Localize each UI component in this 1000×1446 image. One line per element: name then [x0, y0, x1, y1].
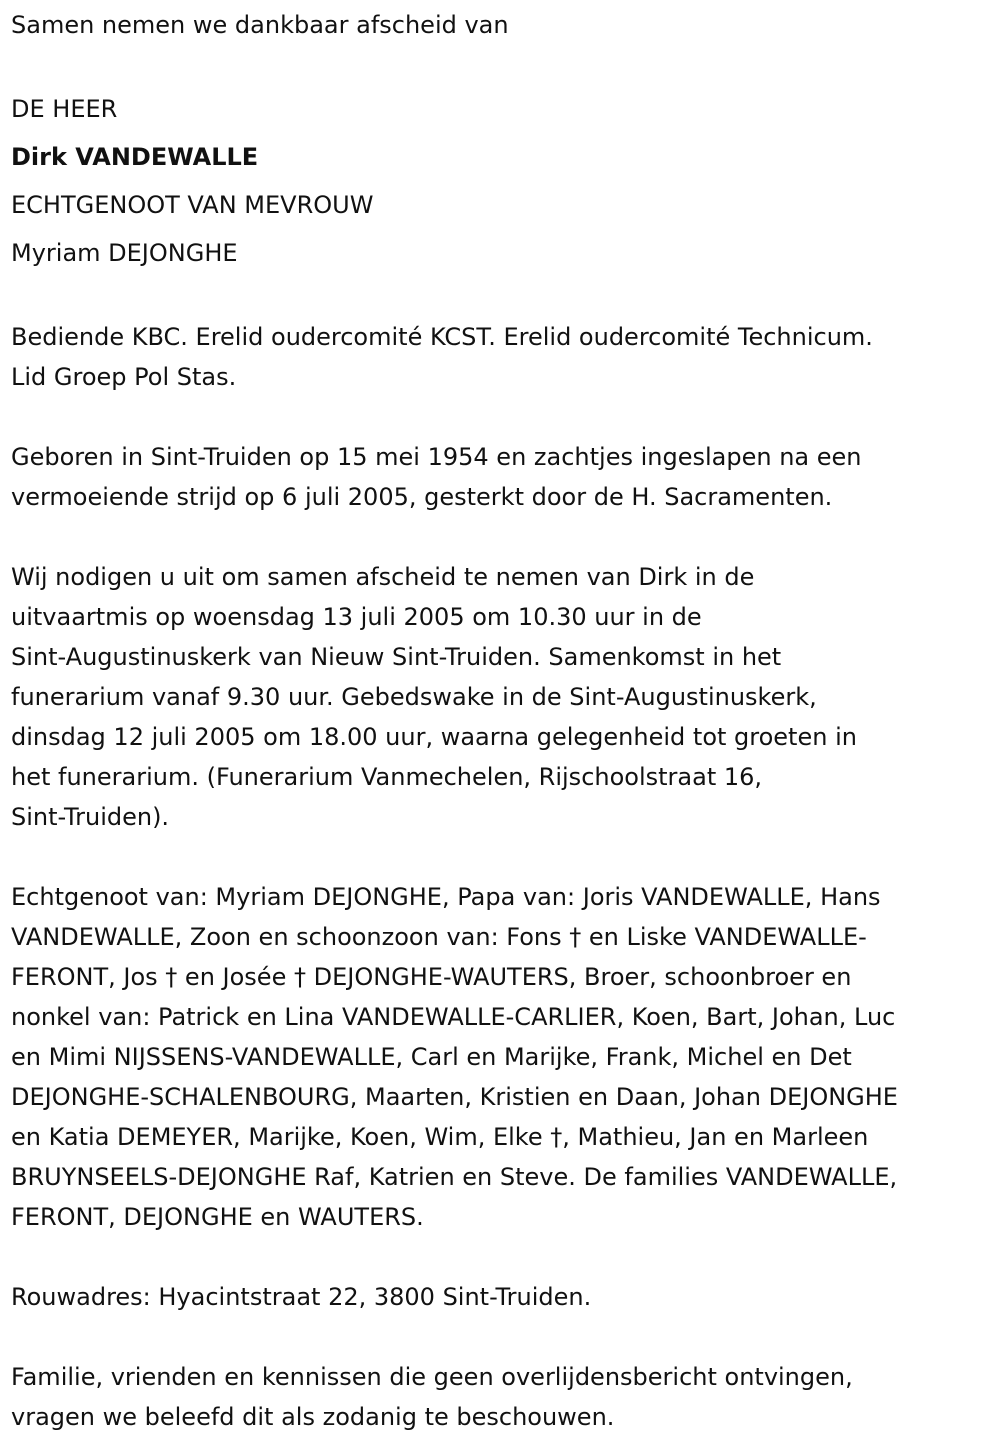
birth-death-paragraph	[11, 437, 986, 517]
text-line: en Katia DEMEYER, Marijke, Koen, Wim, Elke †, Mathieu, Jan en Marleen	[11, 1123, 869, 1151]
closing-paragraph	[11, 1357, 986, 1437]
header-block	[11, 85, 986, 277]
honorific: DE HEER	[11, 95, 118, 123]
family-paragraph	[11, 877, 986, 1237]
relation-label: ECHTGENOOT VAN MEVROUW	[11, 191, 374, 219]
text-line: Sint-Truiden).	[11, 803, 170, 831]
spacer	[11, 397, 986, 437]
text-line: Wij nodigen u uit om samen afscheid te nemen van Dirk in de	[11, 563, 755, 591]
text-line: BRUYNSEELS-DEJONGHE Raf, Katrien en Steve. De families VANDEWALLE,	[11, 1163, 898, 1191]
text-line: Bediende KBC. Erelid oudercomité KCST. Erelid oudercomité Technicum.	[11, 323, 873, 351]
text-line: Familie, vrienden en kennissen die geen overlijdensbericht ontvingen,	[11, 1363, 853, 1391]
text-line: uitvaartmis op woensdag 13 juli 2005 om 10.30 uur in de	[11, 603, 702, 631]
spacer	[11, 517, 986, 557]
profession-paragraph	[11, 317, 986, 397]
text-line: nonkel van: Patrick en Lina VANDEWALLE-CARLIER, Koen, Bart, Johan, Luc	[11, 1003, 896, 1031]
text-line: Echtgenoot van: Myriam DEJONGHE, Papa van: Joris VANDEWALLE, Hans	[11, 883, 881, 911]
text-line: funerarium vanaf 9.30 uur. Gebedswake in de Sint-Augustinuskerk,	[11, 683, 817, 711]
text-line: FERONT, DEJONGHE en WAUTERS.	[11, 1203, 424, 1231]
mourning-address: Rouwadres: Hyacintstraat 22, 3800 Sint-Truiden.	[11, 1283, 592, 1311]
text-line: DEJONGHE-SCHALENBOURG, Maarten, Kristien en Daan, Johan DEJONGHE	[11, 1083, 898, 1111]
spouse-name: Myriam DEJONGHE	[11, 239, 238, 267]
text-line: vragen we beleefd dit als zodanig te beschouwen.	[11, 1403, 615, 1431]
text-line: FERONT, Jos † en Josée † DEJONGHE-WAUTERS, Broer, schoonbroer en	[11, 963, 852, 991]
text-line: het funerarium. (Funerarium Vanmechelen, Rijschoolstraat 16,	[11, 763, 763, 791]
intro-line: Samen nemen we dankbaar afscheid van	[11, 11, 509, 39]
deceased-name: Dirk VANDEWALLE	[11, 143, 259, 171]
text-line: dinsdag 12 juli 2005 om 18.00 uur, waarna gelegenheid tot groeten in	[11, 723, 857, 751]
spacer	[11, 1237, 986, 1277]
spacer	[11, 1317, 986, 1357]
obituary-document	[11, 5, 986, 1437]
invitation-paragraph	[11, 557, 986, 837]
spacer	[11, 45, 986, 85]
text-line: Lid Groep Pol Stas.	[11, 363, 237, 391]
text-line: vermoeiende strijd op 6 juli 2005, gesterkt door de H. Sacramenten.	[11, 483, 833, 511]
text-line: Sint-Augustinuskerk van Nieuw Sint-Truiden. Samenkomst in het	[11, 643, 782, 671]
text-line: VANDEWALLE, Zoon en schoonzoon van: Fons † en Liske VANDEWALLE-	[11, 923, 867, 951]
spacer	[11, 277, 986, 317]
text-line: en Mimi NIJSSENS-VANDEWALLE, Carl en Marijke, Frank, Michel en Det	[11, 1043, 852, 1071]
spacer	[11, 837, 986, 877]
text-line: Geboren in Sint-Truiden op 15 mei 1954 en zachtjes ingeslapen na een	[11, 443, 862, 471]
